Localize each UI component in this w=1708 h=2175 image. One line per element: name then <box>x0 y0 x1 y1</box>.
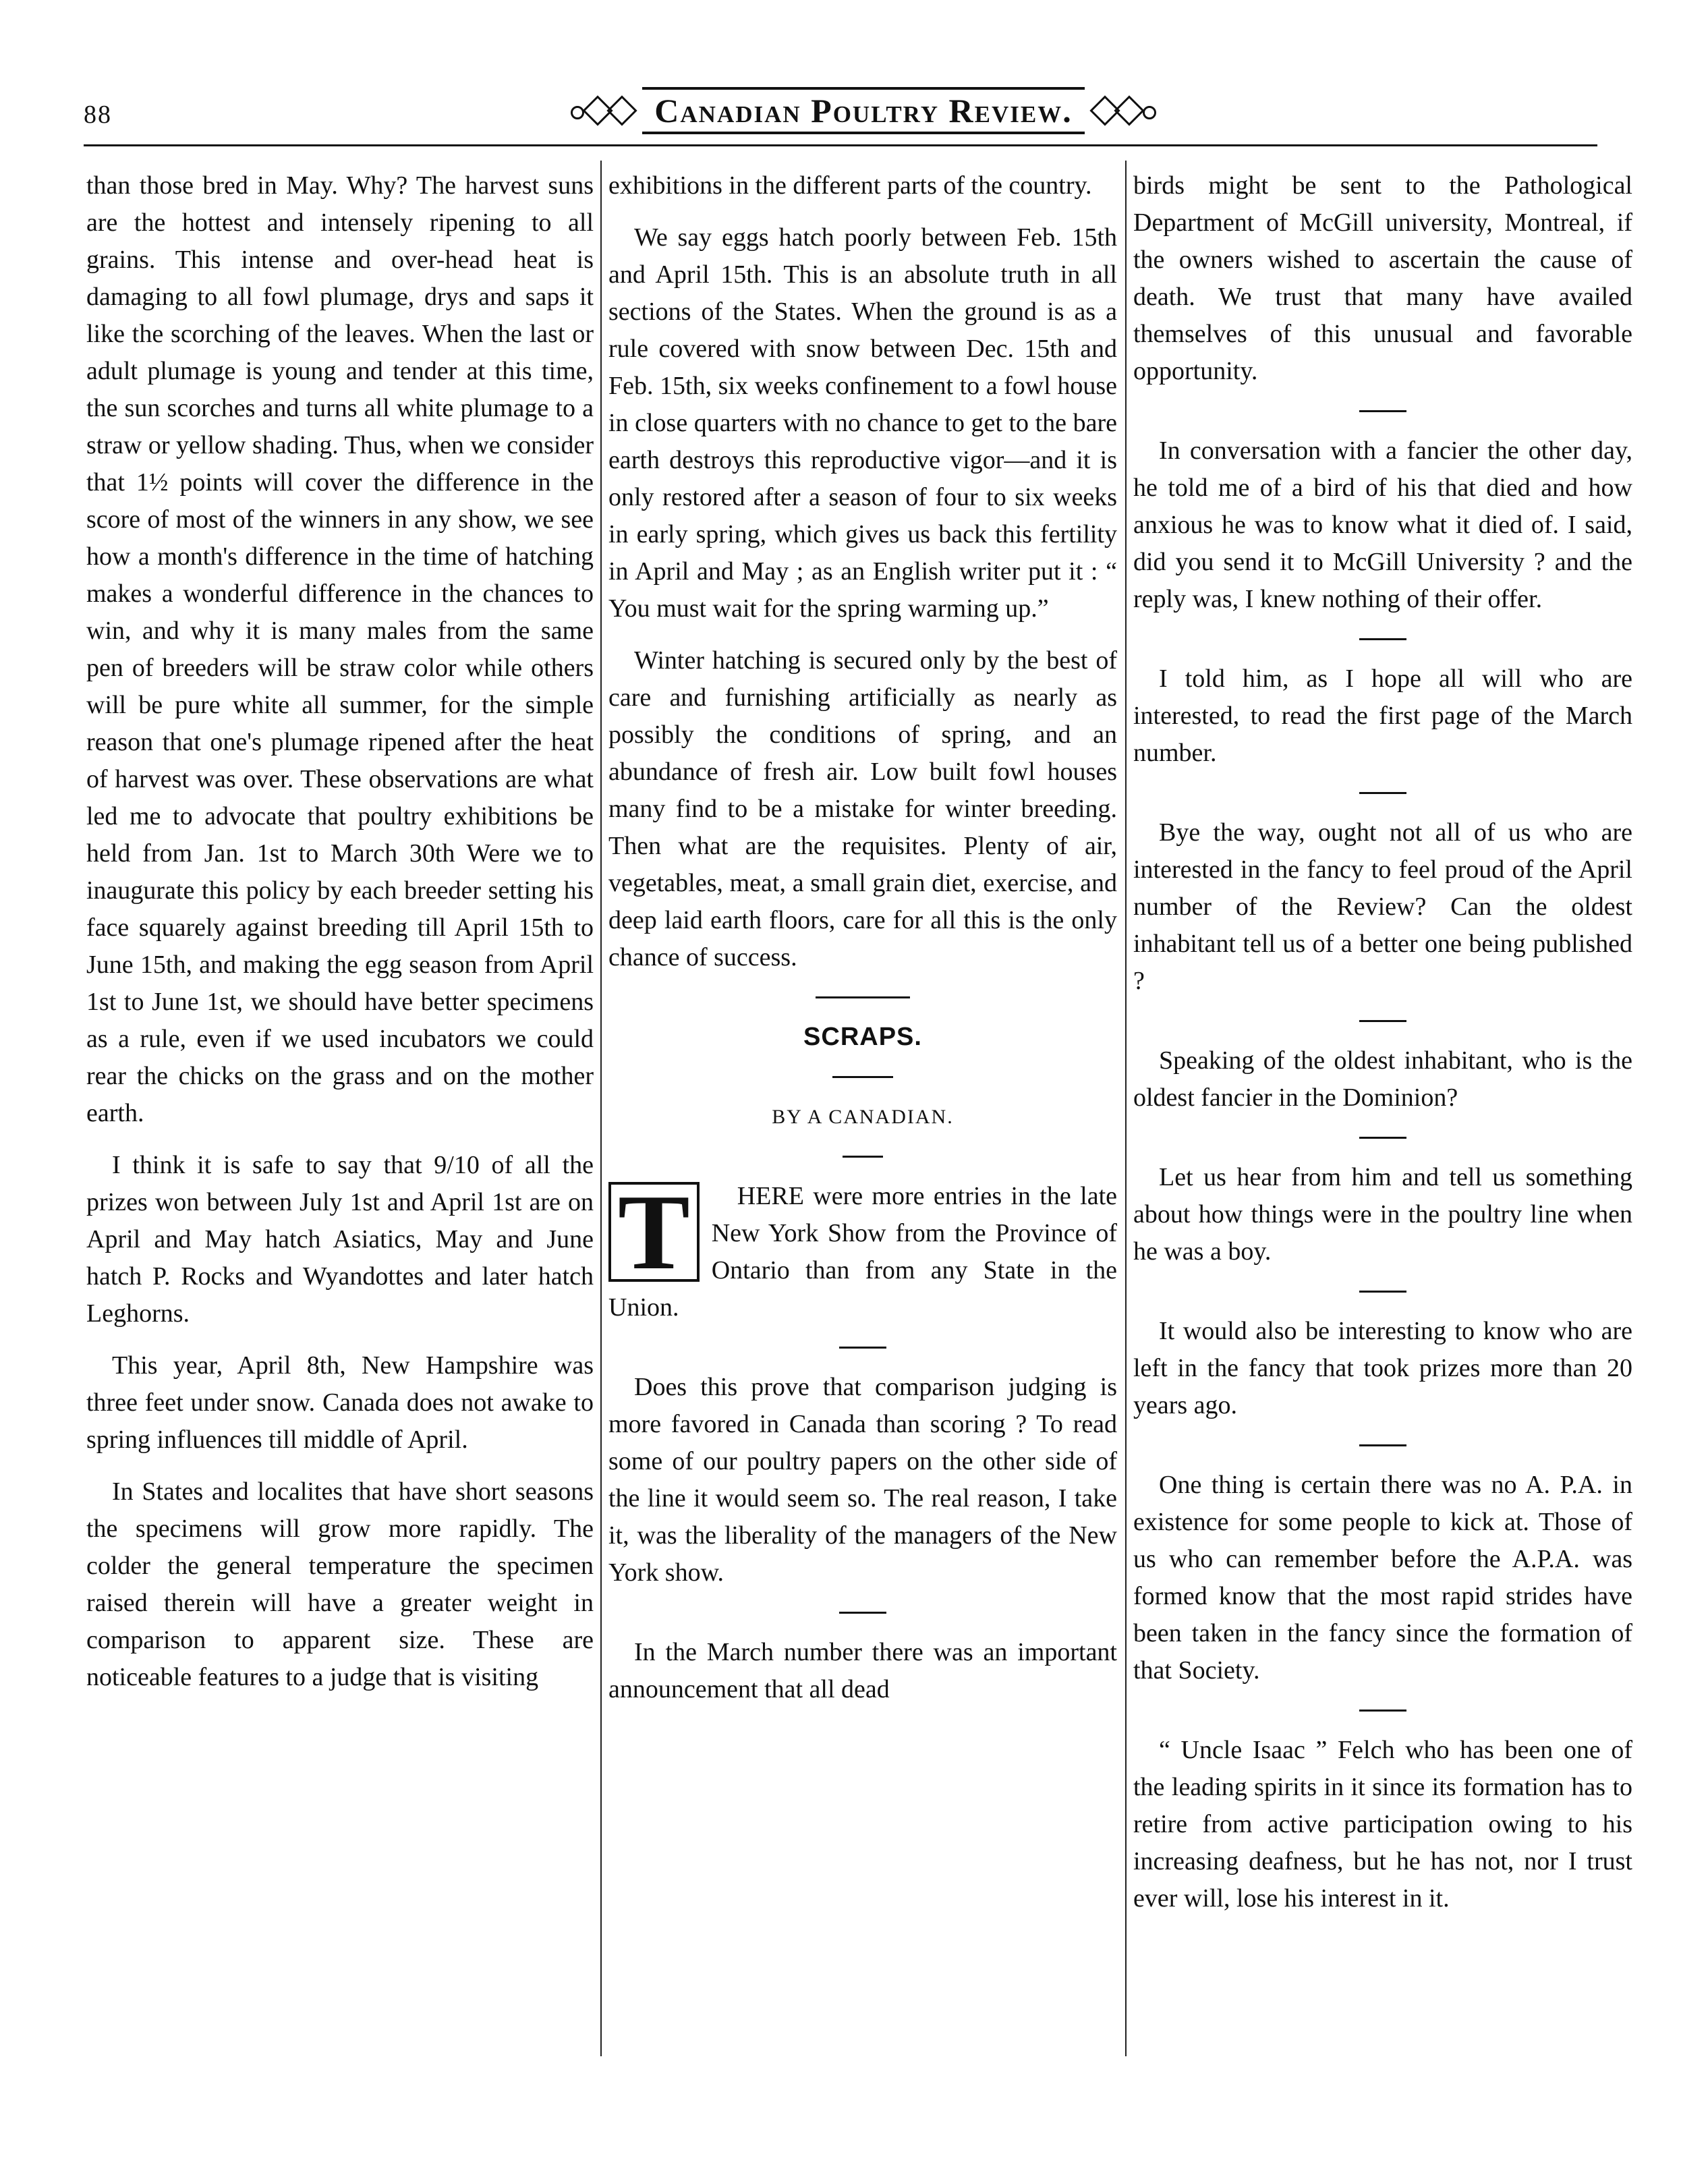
paragraph: One thing is certain there was no A. P.A. in existence for some people to kick at. Those of us who can remember before the A.P.A. was formed know that the most rapid strides have been taken in the fancy since the formation of that Society. <box>1133 1471 1632 1685</box>
section-rule <box>832 1076 893 1078</box>
column-3 <box>1133 167 1632 1932</box>
section-rule <box>1359 638 1406 640</box>
paragraph: Winter hatching is secured only by the best of care and furnishing artificially as nearly as possibly the conditions of spring, and an abundance of fresh air. Low built fowl houses many find to be a mistake for winter breeding. Then what are the requisites. Plenty of air, vegetables, meat, a small grain diet, exercise, and deep laid earth floors, care for all this is the only chance of success. <box>608 646 1117 971</box>
column-divider <box>600 161 602 2056</box>
paragraph: birds might be sent to the Pathological Department of McGill university, Montreal, if the owners wished to ascertain the cause of death. We trust that many have availed themselves of this unusual and favorable opportunity. <box>1133 171 1632 385</box>
paragraph: I think it is safe to say that 9/10 of all the prizes won between July 1st and April 1st are on April and May hatch Asiatics, May and June hatch P. Rocks and Wyandottes and later hatch Leghorns. <box>86 1151 594 1328</box>
section-title: SCRAPS. <box>803 1023 922 1051</box>
paragraph: Does this prove that comparison judging is more favored in Canada than scoring ? To read some of our poultry papers on the other side of the line it would seem so. The real reason, I take it, was the liberality of the managers of the New York show. <box>608 1373 1117 1587</box>
paragraph: “ Uncle Isaac ” Felch who has been one of the leading spirits in it since its formation has to retire from active participation owing to his increasing deafness, but he has not, nor I trust ever will, lose his interest in it. <box>1133 1736 1632 1913</box>
column-1 <box>86 167 594 1711</box>
paragraph: In the March number there was an important announcement that all dead <box>608 1638 1117 1703</box>
paragraph: exhibitions in the different parts of the country. <box>608 171 1092 200</box>
section-rule <box>816 996 910 998</box>
lead-paragraph <box>608 1178 1117 1326</box>
section-rule <box>1359 1444 1406 1446</box>
paragraph: In States and localites that have short seasons the specimens will grow more rapidly. The colder the general temperature the specimen raised therein will have a greater weight in comparison to apparent size. These are noticeable features to a judge that is visiting <box>86 1477 594 1691</box>
paragraph: Speaking of the oldest inhabitant, who is the oldest fancier in the Dominion? <box>1133 1046 1632 1112</box>
masthead-ornament-right <box>1094 100 1156 121</box>
paragraph: In conversation with a fancier the other day, he told me of a bird of his that died and how anxious he was to know what it died of. I said, did you send it to McGill University ? and the reply was, I knew nothing of their offer. <box>1133 436 1632 613</box>
masthead <box>540 80 1187 142</box>
header-rule <box>84 144 1597 146</box>
paragraph: Bye the way, ought not all of us who are interested in the fancy to feel proud of the April number of the Review? Can the oldest inhabitant tell us of a better one being published ? <box>1133 818 1632 995</box>
section-rule <box>839 1612 886 1614</box>
paragraph: It would also be interesting to know who are left in the fancy that took prizes more than 20 years ago. <box>1133 1317 1632 1419</box>
paragraph: I told him, as I hope all will who are interested, to read the first page of the March number. <box>1133 665 1632 767</box>
column-2 <box>608 167 1117 1723</box>
byline: BY A CANADIAN. <box>772 1106 954 1128</box>
paragraph: than those bred in May. Why? The harvest suns are the hottest and intensely ripening to all grains. This intense and over-head heat is damaging to all fowl plumage, drys and saps it like the scorching of the leaves. When the last or adult plumage is young and tender at this time, the sun scorches and turns all white plumage to a straw or yellow shading. Thus, when we consider that 1½ points will cover the difference in the score of most of the winners in any show, we see how a month's difference in the time of hatching makes a wonderful difference in the chances to win, and why it is many males from the same pen of breeders will be straw color while others will be pure white all summer, for the simple reason that one's plumage ripened after the heat of harvest was over. These observations are what led me to advocate that poultry exhibitions be held from Jan. 1st to March 30th Were we to inaugurate this policy by each breeder setting his face squarely against breeding till April 15th to June 15th, and making the egg season from April 1st to June 1st, we should have better specimens as a rule, even if we used incubators we could rear the chicks on the grass and on the mother earth. <box>86 171 594 1127</box>
section-rule <box>1359 1710 1406 1712</box>
section-rule <box>1359 1137 1406 1139</box>
section-rule <box>839 1347 886 1349</box>
section-rule <box>1359 1020 1406 1022</box>
paragraph: Let us hear from him and tell us something about how things were in the poultry line when he was a boy. <box>1133 1163 1632 1266</box>
paragraph: HERE were more entries in the late New York Show from the Province of Ontario than from any State in the Union. <box>608 1182 1117 1322</box>
section-rule <box>843 1156 883 1158</box>
page-number: 88 <box>84 101 112 129</box>
paragraph: We say eggs hatch poorly between Feb. 15th and April 15th. This is an absolute truth in all sections of the States. When the ground is as a rule covered with snow between Dec. 15th and Feb. 15th, six weeks confinement to a fowl house in close quarters with no chance to get to the bare earth destroys this reproductive vigor—and it is only restored after a season of four to six weeks in early spring, which gives us back this fertility in April and May ; as an English writer put it : “ You must wait for the spring warming up.” <box>608 223 1117 623</box>
section-rule <box>1359 792 1406 794</box>
paragraph: This year, April 8th, New Hampshire was three feet under snow. Canada does not awake to spring influences till middle of April. <box>86 1351 594 1454</box>
section-rule <box>1359 410 1406 412</box>
masthead-title: Canadian Poultry Review. <box>642 87 1084 134</box>
section-rule <box>1359 1291 1406 1293</box>
column-divider <box>1125 161 1127 2056</box>
drop-cap: T <box>608 1182 700 1282</box>
masthead-ornament-left <box>571 100 633 121</box>
